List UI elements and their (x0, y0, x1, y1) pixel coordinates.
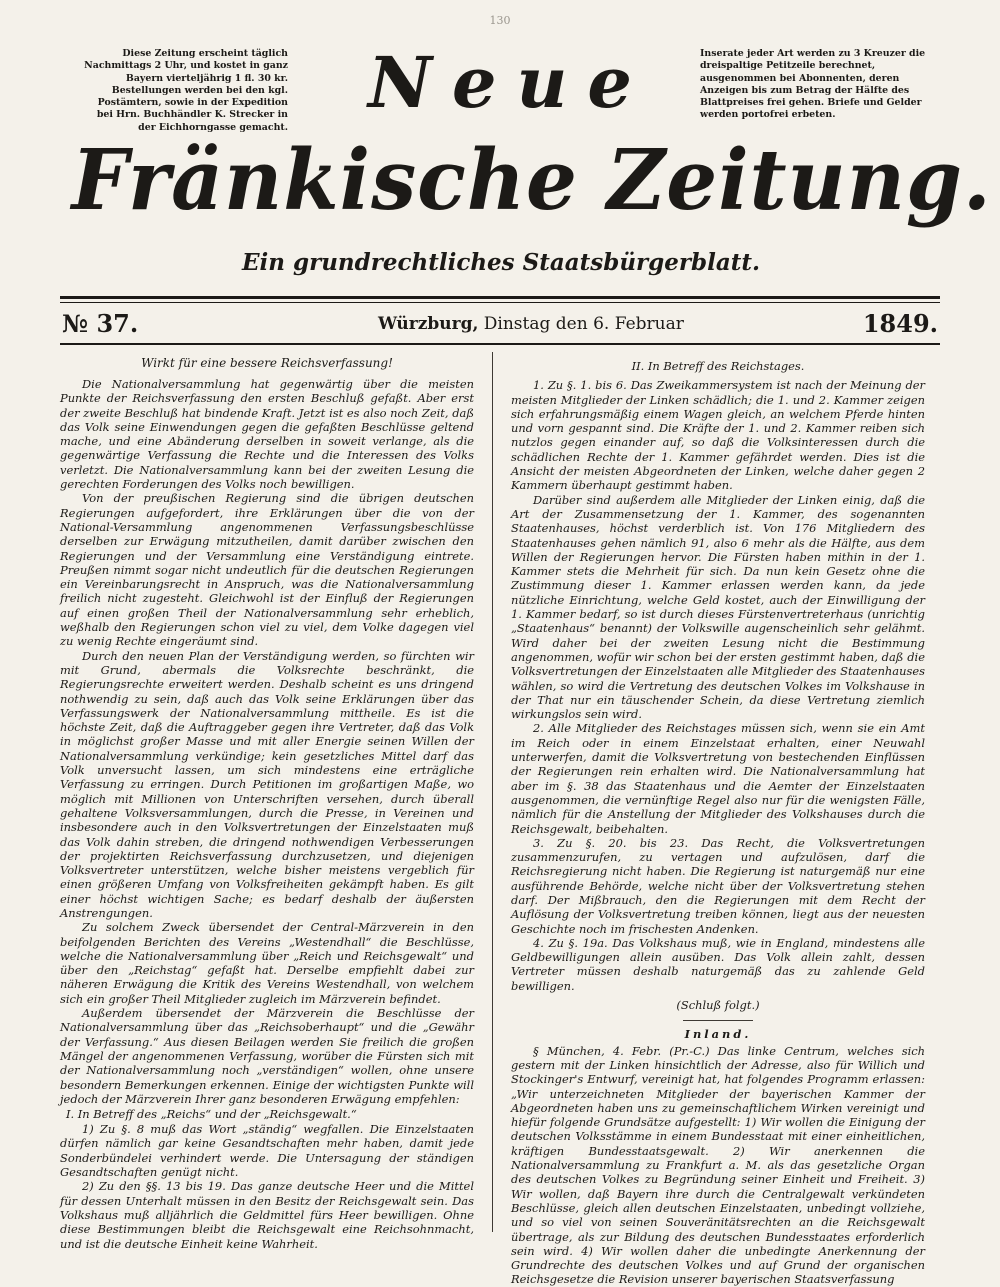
issue-number: № 37. (62, 309, 139, 338)
subsection-heading: I. In Betreff des „Reichs“ und der „Reichsgewalt.“ (66, 1107, 357, 1122)
header-rule-bottom (60, 343, 940, 345)
date: Dinstag den 6. Februar (478, 314, 684, 334)
page-number: 130 (489, 14, 511, 27)
year: 1849. (862, 309, 938, 338)
article-paragraph: Außerdem übersendet der Märzverein die Beschlüsse der Nationalversammlung über das „Reichsoberhaupt“ und die „Gewähr der Verfassung.“ Aus diesen Beilagen werden Sie freilich die großen Mängel der angenommenen Verfassung, worüber die Fürsten sich mit der Nationalversammlung noch „verständigen“ wollen, ohne unsere besondern Bemerkungen erkennen. Einige der wichtigsten Punkte will jedoch der Märzverein Ihrer ganz besonderen Erwägung empfehlen: (60, 1006, 474, 1106)
city: Würzburg, (378, 314, 479, 334)
article-paragraph: Darüber sind außerdem alle Mitglieder der Linken einig, daß die Art der Zusammensetzung der 1. Kammer, des sogenannten Staatenhauses, höchst verderblich ist. Von 176 Mitgliedern des Staatenhauses gehen nämlich 91, also 6 mehr als die Hälfte, aus dem Willen der Regierungen hervor. Die Fürsten haben mithin in der 1. Kammer stets die Mehrheit für sich. Da nun kein Gesetz ohne die Zustimmung dieser 1. Kammer erlassen werden kann, da jede nützliche Einrichtung, welche Geld kostet, auch der Einwilligung der 1. Kammer bedarf, so ist durch dieses Fürstenvertreterhaus (unrichtig „Staatenhaus“ benannt) der Volkswille augenscheinlich sehr gelähmt. Wird daher bei der zweiten Lesung nicht die Bestimmung angenommen, wofür wir schon bei der ersten gestimmt haben, daß die Volksvertretungen der Einzelstaaten alle Mitglieder des Staatenhauses wählen, so wird die Vertretung des deutschen Volkes im Volkshause in der That nur ein täuschender Schein, da diese Vertretung ziemlich wirkungslos sein wird. (511, 492, 925, 722)
article-paragraph: 4. Zu §. 19a. Das Volkshaus muß, wie in England, mindestens alle Geldbewilligungen allein ausüben. Das Volk allein zahlt, dessen Vertreter müssen deshalb naturgemäß das zu zahlende Geld bewilligen. (511, 935, 925, 993)
article-paragraph: 1. Zu §. 1. bis 6. Das Zweikammersystem ist nach der Meinung der meisten Mitglieder der Linken schädlich; die 1. und 2. Kammer zeigen sich erfahrungsmäßig einem Wagen gleich, an welchem Pferde hinten und vorn gespannt sind. Die Kräfte der 1. und 2. Kammer reiben sich nutzlos gegen einander auf, so daß die Volksinteressen durch die schädlichen Rechte der 1. Kammer gefährdet werden. Dies ist die Ansicht der meisten Abgeordneten der Linken, welche daher gegen 2 Kammern überhaupt gestimmt haben. (511, 378, 925, 493)
header-rule-thin (60, 302, 940, 303)
article-paragraph: Von der preußischen Regierung sind die übrigen deutschen Regierungen aufgefordert, ihre Erklärungen über die von der National-Versammlung angenommenen Verfassungsbeschlüsse derselben zur Erwägung mitzutheilen, damit darüber zwischen den Regierungen und der Versammlung eine Verständigung eintrete. Preußen nimmt sogar nicht undeutlich für die deutschen Regierungen ein Vereinbarungsrecht in Anspruch, was die Nationalversammlung freilich nicht zugesteht. Gleichwohl ist der Einfluß der Regierungen auf einen großen Theil der Nationalversammlung sehr erheblich, weßhalb den Regierungen schon viel zu viel, dem Volke dagegen viel zu wenig Rechte eingeräumt sind. (60, 491, 474, 649)
section-separator (683, 1020, 753, 1021)
place-date (378, 306, 684, 342)
masthead-title: Fränkische Zeitung. (71, 131, 992, 229)
article-paragraph: 3. Zu §. 20. bis 23. Das Recht, die Volksvertretungen zusammenzurufen, zu vertagen und aufzulösen, darf die Reichsregierung nicht haben. Die Regierung ist naturgemäß nur eine ausführende Behörde, welche nicht über der Volksvertretung stehen darf. Der Mißbrauch, den die Regierungen mit dem Recht der Auflösung der Volksvertretung treiben können, liegt aus der neuesten Geschichte noch im frischesten Andenken. (511, 835, 925, 936)
article-paragraph: Zu solchem Zweck übersendet der Central-Märzverein in den beifolgenden Berichten des Vereins „Westendhall“ die Beschlüsse, welche die Nationalversammlung über „Reich und Reichsgewalt“ und über den „Reichstag“ gefaßt hat. Derselbe empfiehlt dabei zur näheren Erwägung die Kritik des Vereins Westendhall, von welchem sich ein großer Theil Mitglieder zugleich im Märzverein befindet. (60, 920, 474, 1006)
subsection-heading: II. In Betreff des Reichstages. (631, 359, 805, 373)
subscription-info: Diese Zeitung erscheint täglich Nachmittags 2 Uhr, und kostet in ganz Bayern vierteljährig 1 fl. 30 kr. Bestellungen werden bei den kgl. Postämtern, sowie in der Expedition bei Hrn. Buchhändler K. Strecker in der Eichhorngasse gemacht. (84, 48, 288, 133)
right-column (511, 354, 925, 1287)
article-paragraph: § München, 4. Febr. (Pr.-C.) Das linke Centrum, welches sich gestern mit der Linken hinsichtlich der Adresse, also für Willich und Stockinger's Entwurf, vereinigt hat, hat folgendes Programm erlassen: „Wir unterzeichneten Mitglieder der bayerischen Kammer der Abgeordneten haben uns zu gemeinschaftlichem Wirken vereinigt und hiefür folgende Grundsätze aufgestellt: 1) Wir wollen die Einigung der deutschen Volksstämme in einem Bundesstaat mit einer einheitlichen, kräftigen Bundesstaatsgewalt. 2) Wir anerkennen die Nationalversammlung zu Frankfurt a. M. als das gesetzliche Organ des deutschen Volkes zu Begründung seiner Einheit und Freiheit. 3) Wir wollen, daß Bayern ihre durch die Centralgewalt verkündeten Beschlüsse, gleich allen deutschen Einzelstaaten, unbedingt vollziehe, und so viel von seinen Souveränitätsrechten an die Reichsgewalt übertrage, als zur Bildung des deutschen Bundesstaates erforderlich sein wird. 4) Wir wollen daher die unbedingte Anerkennung der Grundrechte des deutschen Volkes und auf Grund der organischen Reichsgesetze die Revision unserer bayerischen Staatsverfassung (511, 1043, 925, 1287)
left-column (60, 354, 474, 1251)
article-paragraph: 1) Zu §. 8 muß das Wort „ständig“ wegfallen. Die Einzelstaaten dürfen nämlich gar keine Gesandtschaften mehr haben, damit jede Sonderbündelei verhindert werde. Die Untersagung der ständigen Gesandtschaften genügt nicht. (60, 1122, 474, 1180)
advertising-info: Inserate jeder Art werden zu 3 Kreuzer die dreispaltige Petitzeile berechnet, ausgenommen bei Abonnenten, deren Anzeigen bis zum Betrag der Hälfte des Blattpreises frei gehen. Briefe und Gelder werden portofrei erbeten. (700, 48, 926, 121)
article-paragraph: 2) Zu den §§. 13 bis 19. Das ganze deutsche Heer und die Mittel für dessen Unterhalt müssen in den Besitz der Reichsgewalt sein. Das Volkshaus muß alljährlich die Geldmittel fürs Heer bewilligen. Ohne diese Bestimmungen bleibt die Reichsgewalt eine Reichsohnmacht, und ist die deutsche Einheit keine Wahrheit. (60, 1179, 474, 1251)
dateline (60, 306, 940, 342)
article-heading: Wirkt für eine bessere Reichsverfassung! (141, 356, 393, 370)
article-paragraph: Durch den neuen Plan der Verständigung werden, so fürchten wir mit Grund, abermals die Volksrechte beschränkt, die Regierungsrechte erweitert werden. Deshalb scheint es uns dringend nothwendig zu sein, daß auch das Volk seine Erklärungen über das Verfassungswerk der Nationalversammlung mittheile. Es ist die höchste Zeit, daß die Auftraggeber gegen ihre Vertreter, daß das Volk in möglichst großer Masse und mit aller Energie seinen Willen der Nationalversammlung verkündige; kein gesetzliches Mittel darf das Volk unversucht lassen, um sich mindestens eine erträgliche Verfassung zu erringen. Durch Petitionen im großartigen Maße, wo möglich mit Millionen von Unterschriften versehen, durch überall gehaltene Volksversammlungen, durch die Presse, in Vereinen und insbesondere auch in den Volksvertretungen der Einzelstaaten muß das Volk dahin streben, die dringend nothwendigen Verbesserungen der projektirten Reichsverfassung durchzusetzen, und diejenigen Volksvertreter unterstützen, welche bisher meistens vergeblich für einen größeren Umfang von Volksfreiheiten gekämpft haben. Es gilt einer höchst wichtigen Sache; es bedarf deshalb der äußersten Anstrengungen. (60, 648, 474, 920)
masthead-neue: Neue (368, 41, 652, 124)
article-paragraph: Die Nationalversammlung hat gegenwärtig über die meisten Punkte der Reichsverfassung den ersten Beschluß gefaßt. Aber erst der zweite Beschluß hat bindende Kraft. Jetzt ist es also noch Zeit, daß das Volk seine Einwendungen gegen die gefaßten Beschlüsse geltend mache, und eine Abänderung derselben in soweit verlange, als die gegenwärtige Verfassung die Rechte und die Interessen des Volks verletzt. Die Nationalversammlung kann bei der zweiten Lesung die gerechten Forderungen des Volks noch bewilligen. (60, 377, 474, 492)
header-rule-top (60, 296, 940, 299)
article-paragraph: 2. Alle Mitglieder des Reichstages müssen sich, wenn sie ein Amt im Reich oder in einem Einzelstaat erhalten, einer Neuwahl unterwerfen, damit die Volksvertretung von bestechenden Einflüssen der Regierungen rein erhalten wird. Die Nationalversammlung hat aber im §. 38 das Staatenhaus und die Aemter der Einzelstaaten ausgenommen, die vernünftige Regel also nur für die wenigsten Fälle, nämlich für die Anstellung der Mitglieder des Volkshauses durch die Reichsgewalt, beibehalten. (511, 721, 925, 836)
continued-note: (Schluß folgt.) (676, 998, 760, 1013)
section-heading-inland: Inland. (684, 1027, 752, 1042)
column-divider (492, 352, 493, 1232)
masthead-subtitle: Ein grundrechtliches Staatsbürgerblatt. (242, 249, 760, 276)
